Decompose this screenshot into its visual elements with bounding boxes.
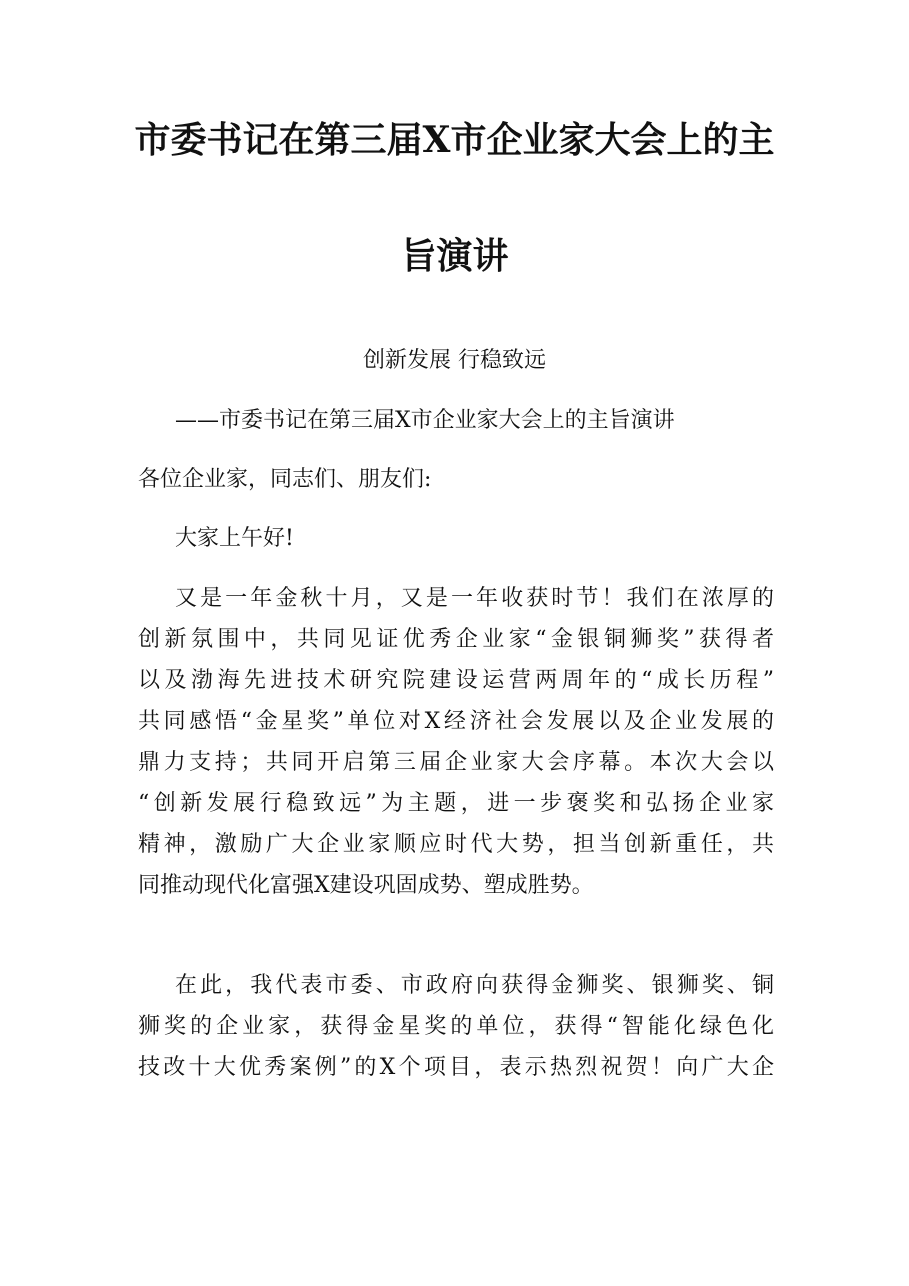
paragraph-1: [138, 578, 774, 906]
paragraph-2: [138, 965, 774, 1088]
paragraph-line: 鼎力支持；共同开启第三届企业家大会序幕。本次大会以: [138, 750, 774, 775]
document-title-line-2: 旨演讲: [400, 235, 509, 277]
speech-subtitle: 创新发展 行稳致远: [363, 348, 546, 373]
speech-greeting: 各位企业家，同志们、朋友们:: [138, 467, 432, 492]
document-title-line-1: 市委书记在第三届X市企业家大会上的主: [134, 119, 775, 161]
paragraph-line: “创新发展行稳致远”为主题，进一步褒奖和弘扬企业家: [138, 791, 774, 816]
paragraph-line: 技改十大优秀案例”的X个项目，表示热烈祝贺！向广大企: [138, 1055, 774, 1080]
paragraph-line: 又是一年金秋十月，又是一年收获时节！我们在浓厚的: [175, 586, 774, 611]
paragraph-line: 精神，激励广大企业家顺应时代大势，担当创新重任，共: [138, 832, 774, 857]
paragraph-line: 狮奖的企业家，获得金星奖的单位，获得“智能化绿色化: [138, 1014, 774, 1039]
paragraph-line: 共同感悟“金星奖”单位对X经济社会发展以及企业发展的: [138, 709, 774, 734]
speech-subheading: ——市委书记在第三届X市企业家大会上的主旨演讲: [175, 408, 675, 433]
paragraph-line: 同推动现代化富强X建设巩固成势、塑成胜势。: [138, 873, 594, 898]
paragraph-line: 在此，我代表市委、市政府向获得金狮奖、银狮奖、铜: [175, 973, 774, 998]
speech-salutation: 大家上午好!: [175, 526, 294, 551]
paragraph-line: 创新氛围中，共同见证优秀企业家“金银铜狮奖”获得者: [138, 627, 774, 652]
paragraph-line: 以及渤海先进技术研究院建设运营两周年的“成长历程”: [138, 668, 774, 693]
